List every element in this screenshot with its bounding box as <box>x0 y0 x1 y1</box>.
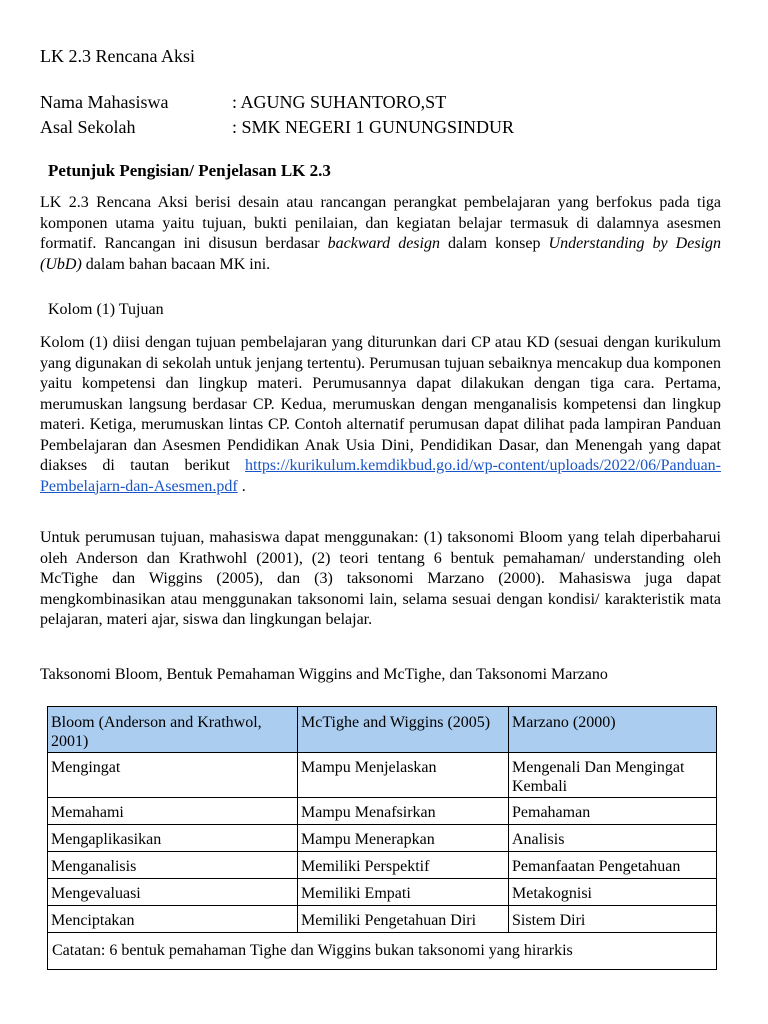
table-cell: Mengevaluasi <box>48 879 298 906</box>
table-row <box>48 753 717 798</box>
table-header-row <box>48 707 717 753</box>
school-value: : SMK NEGERI 1 GUNUNGSINDUR <box>232 117 515 137</box>
table-cell: Mampu Menjelaskan <box>298 753 509 798</box>
intro-paragraph <box>40 193 721 275</box>
column-1-text: Kolom (1) diisi dengan tujuan pembelajaran yang diturunkan dari CP atau KD (sesuai dengan kurikulum yang digunakan di sekolah untuk jenjang tertentu). Perumusan tujuan sebaiknya mencakup dua komponen yaitu kompetensi dan lingkup materi. Perumusannya dapat dilakukan dengan tiga cara. Pertama, merumuskan langsung berdasar CP. Kedua, merumuskan dengan menganalisis kompetensi dan lingkup materi. Ketiga, merumuskan lintas CP. Contoh alternatif perumusan dapat dilihat pada lampiran Panduan Pembelajaran dan Asesmen Pendidikan Anak Usia Dini, Pendidikan Dasar, dan Menengah yang dapat diakses di tautan berikut <box>40 334 721 474</box>
section-heading: Petunjuk Pengisian/ Penjelasan LK 2.3 <box>48 161 331 180</box>
taxonomy-table <box>47 706 717 970</box>
table-note: Catatan: 6 bentuk pemahaman Tighe dan Wiggins bukan taksonomi yang hirarkis <box>48 933 717 970</box>
table-cell: Mengaplikasikan <box>48 825 298 852</box>
table-cell: Sistem Diri <box>509 906 717 933</box>
table-cell: Mampu Menerapkan <box>298 825 509 852</box>
table-cell: Pemanfaatan Pengetahuan <box>509 852 717 879</box>
school-label: Asal Sekolah <box>40 117 136 137</box>
table-cell: Memiliki Pengetahuan Diri <box>298 906 509 933</box>
table-cell: Pemahaman <box>509 798 717 825</box>
intro-text-3: dalam bahan bacaan MK ini. <box>81 255 271 273</box>
header-marzano: Marzano (2000) <box>509 707 717 753</box>
table-cell: Menciptakan <box>48 906 298 933</box>
header-mctighe: McTighe and Wiggins (2005) <box>298 707 509 753</box>
table-cell: Analisis <box>509 825 717 852</box>
column-1-heading: Kolom (1) Tujuan <box>48 301 164 318</box>
intro-emphasis-ubd: Understanding by Design (UbD) <box>40 235 722 273</box>
table-note-row <box>48 933 717 970</box>
school-line <box>40 117 514 137</box>
table-row <box>48 852 717 879</box>
table-caption: Taksonomi Bloom, Bentuk Pemahaman Wiggins and McTighe, dan Taksonomi Marzano <box>40 666 608 683</box>
table-row <box>48 906 717 933</box>
document-title: LK 2.3 Rencana Aksi <box>40 46 195 66</box>
column-1-end: . <box>237 477 246 495</box>
table-row <box>48 825 717 852</box>
intro-emphasis-backward-design: backward design <box>327 235 440 252</box>
table-cell: Menganalisis <box>48 852 298 879</box>
student-name-value: : AGUNG SUHANTORO,ST <box>232 92 447 112</box>
intro-text-1: LK 2.3 Rencana Aksi berisi desain atau rancangan perangkat pembelajaran yang berfokus pada tiga komponen utama yaitu tujuan, bukti penilaian, dan kegiatan belajar termasuk di dalamnya asesmen formatif. Rancangan ini disusun berdasar <box>40 194 721 252</box>
student-name-line <box>40 92 446 112</box>
formulation-paragraph: Untuk perumusan tujuan, mahasiswa dapat menggunakan: (1) taksonomi Bloom yang telah diperbaharui oleh Anderson dan Krathwohl (2001), (2) teori tentang 6 bentuk pemahaman/ understanding oleh McTighe dan Wiggins (2005), dan (3) taksonomi Marzano (2000). Mahasiswa juga dapat mengkombinasikan atau menggunakan taksonomi lain, selama sesuai dengan kondisi/ karakteristik mata pelajaran, materi ajar, siswa dan lingkungan belajar. <box>40 529 721 628</box>
column-1-paragraph <box>40 333 721 497</box>
table-cell: Memahami <box>48 798 298 825</box>
table-cell: Mampu Menafsirkan <box>298 798 509 825</box>
table-cell: Mengingat <box>48 753 298 798</box>
table-row <box>48 798 717 825</box>
table-cell: Mengenali Dan Mengingat Kembali <box>509 753 717 798</box>
student-name-label: Nama Mahasiswa <box>40 92 169 112</box>
panduan-link[interactable]: https://kurikulum.kemdikbud.go.id/wp-content/uploads/2022/06/Panduan-Pembelajarn-dan-Asesmen.pdf <box>40 457 721 495</box>
table-cell: Memiliki Perspektif <box>298 852 509 879</box>
table-row <box>48 879 717 906</box>
table-cell: Metakognisi <box>509 879 717 906</box>
intro-text-2: dalam konsep <box>439 235 549 252</box>
header-bloom: Bloom (Anderson and Krathwol, 2001) <box>48 707 298 753</box>
table-cell: Memiliki Empati <box>298 879 509 906</box>
